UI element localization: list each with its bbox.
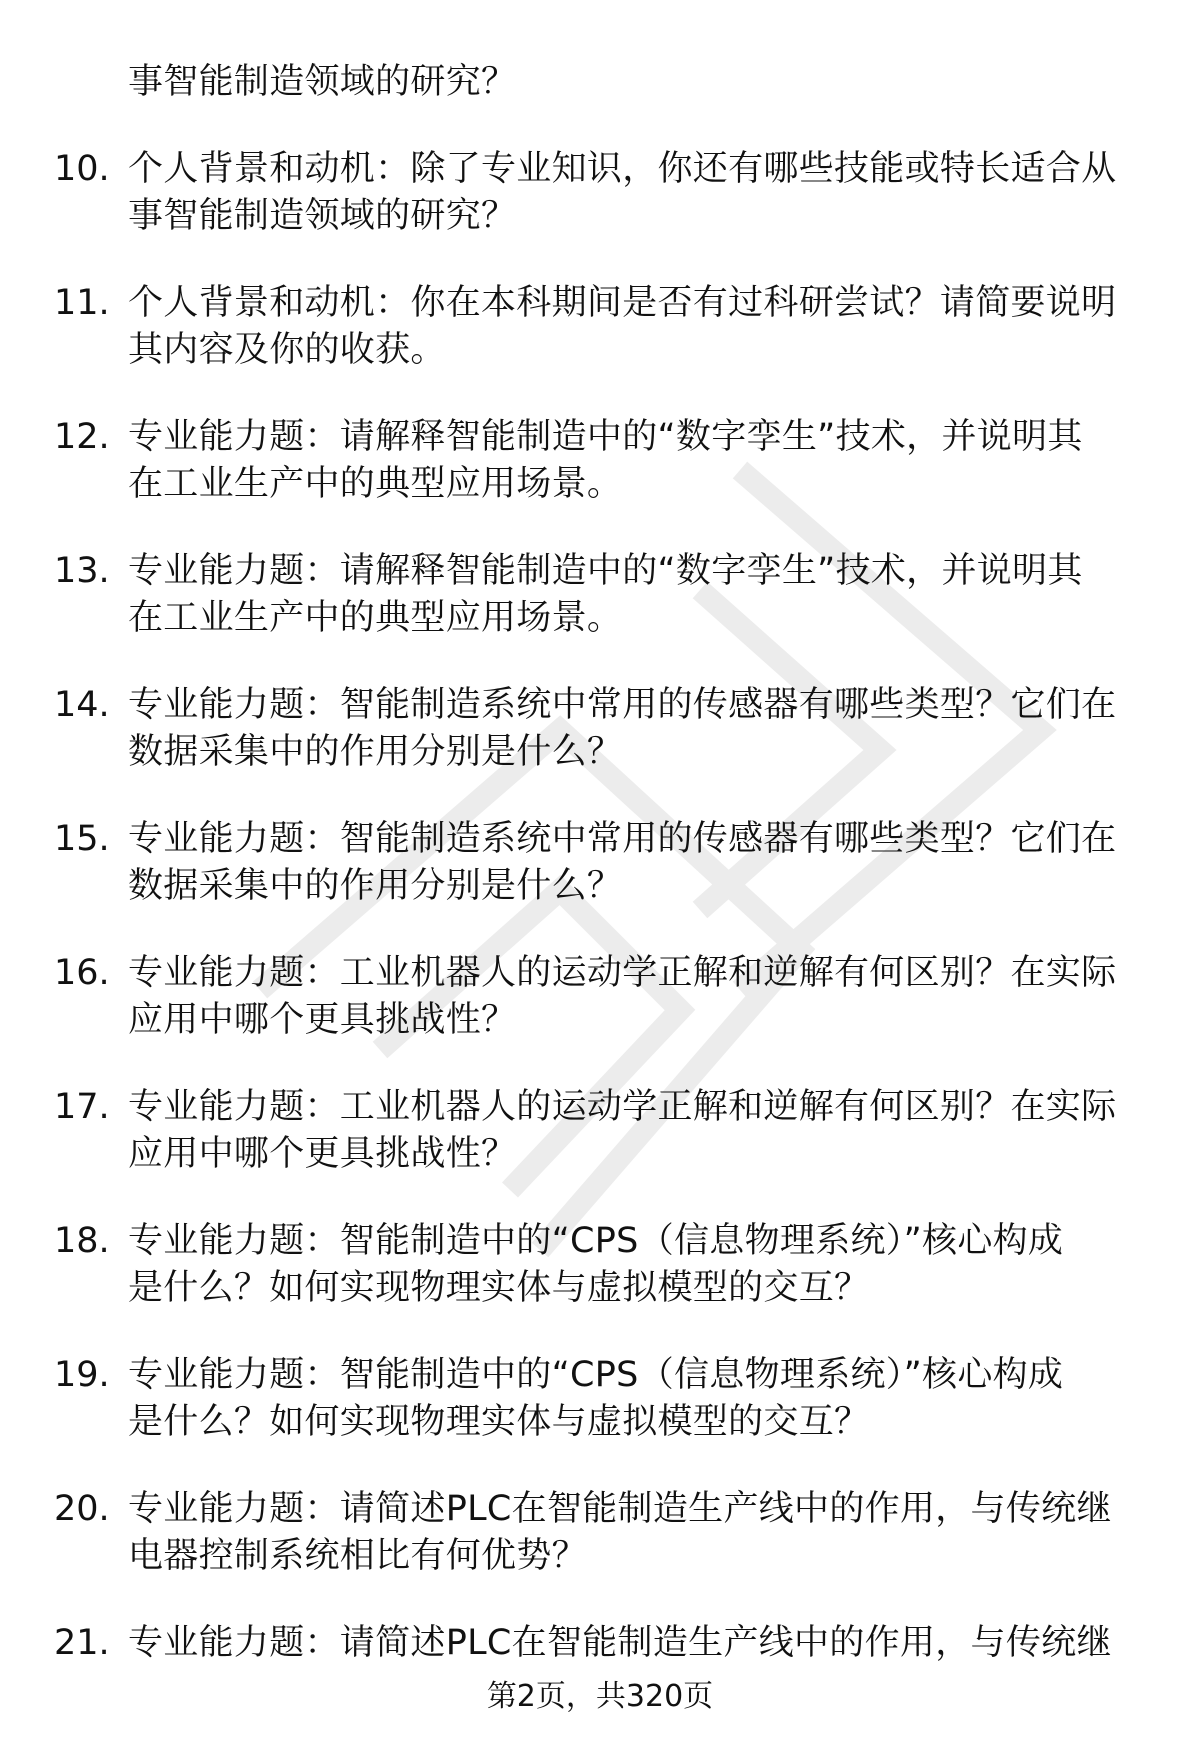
question-item — [0, 1486, 1200, 1580]
question-text — [0, 816, 1200, 910]
question-text — [0, 146, 1200, 240]
question-text — [0, 1084, 1200, 1178]
question-text — [0, 1620, 1200, 1667]
question-line: 专业能力题：工业机器人的运动学正解和逆解有何区别？在实际 — [128, 1087, 1117, 1127]
question-item — [0, 816, 1200, 910]
question-number: 14. — [54, 685, 110, 725]
question-line: 在工业生产中的典型应用场景。 — [128, 598, 623, 638]
question-item — [0, 1352, 1200, 1446]
question-text — [0, 548, 1200, 642]
question-text — [0, 1486, 1200, 1580]
question-number: 13. — [54, 551, 110, 591]
question-number: 20. — [54, 1489, 110, 1529]
question-line: 数据采集中的作用分别是什么？ — [128, 866, 623, 906]
question-line: 应用中哪个更具挑战性？ — [128, 1000, 517, 1040]
question-list — [0, 59, 1200, 1667]
question-line: 在工业生产中的典型应用场景。 — [128, 464, 623, 504]
question-line: 应用中哪个更具挑战性？ — [128, 1134, 517, 1174]
question-item — [0, 1218, 1200, 1312]
question-line: 是什么？如何实现物理实体与虚拟模型的交互？ — [128, 1268, 870, 1308]
question-line: 其内容及你的收获。 — [128, 330, 446, 370]
question-text — [0, 1352, 1200, 1446]
continued-question-text: 事智能制造领域的研究？ — [128, 62, 517, 102]
question-item — [0, 280, 1200, 374]
question-item — [0, 1620, 1200, 1667]
question-number: 12. — [54, 417, 110, 457]
question-line: 专业能力题：请解释智能制造中的“数字孪生”技术，并说明其 — [128, 551, 1083, 591]
question-item — [0, 682, 1200, 776]
question-line: 专业能力题：智能制造中的“CPS（信息物理系统）”核心构成 — [128, 1221, 1064, 1261]
question-number: 15. — [54, 819, 110, 859]
question-number: 21. — [54, 1623, 110, 1663]
question-line: 专业能力题：智能制造中的“CPS（信息物理系统）”核心构成 — [128, 1355, 1064, 1395]
question-line: 是什么？如何实现物理实体与虚拟模型的交互？ — [128, 1402, 870, 1442]
question-text — [0, 280, 1200, 374]
question-item — [0, 548, 1200, 642]
question-line: 专业能力题：工业机器人的运动学正解和逆解有何区别？在实际 — [128, 953, 1117, 993]
question-line: 专业能力题：请简述PLC在智能制造生产线中的作用，与传统继 — [128, 1623, 1112, 1663]
question-line: 数据采集中的作用分别是什么？ — [128, 732, 623, 772]
question-line: 个人背景和动机：你在本科期间是否有过科研尝试？请简要说明 — [128, 283, 1117, 323]
question-number: 17. — [54, 1087, 110, 1127]
question-number: 10. — [54, 149, 110, 189]
question-item — [0, 146, 1200, 240]
question-number: 11. — [54, 283, 110, 323]
question-number: 18. — [54, 1221, 110, 1261]
question-line: 专业能力题：请简述PLC在智能制造生产线中的作用，与传统继 — [128, 1489, 1112, 1529]
question-text — [0, 682, 1200, 776]
question-text — [0, 414, 1200, 508]
page-footer: 第2页，共320页 — [486, 1679, 714, 1714]
question-line: 事智能制造领域的研究？ — [128, 196, 517, 236]
question-line: 电器控制系统相比有何优势？ — [128, 1536, 587, 1576]
question-line: 专业能力题：智能制造系统中常用的传感器有哪些类型？它们在 — [128, 685, 1117, 725]
question-item — [0, 1084, 1200, 1178]
question-number: 16. — [54, 953, 110, 993]
question-line: 个人背景和动机：除了专业知识，你还有哪些技能或特长适合从 — [128, 149, 1117, 189]
question-text — [0, 1218, 1200, 1312]
question-line: 专业能力题：智能制造系统中常用的传感器有哪些类型？它们在 — [128, 819, 1117, 859]
question-line: 专业能力题：请解释智能制造中的“数字孪生”技术，并说明其 — [128, 417, 1083, 457]
question-number: 19. — [54, 1355, 110, 1395]
question-text — [0, 950, 1200, 1044]
question-item — [0, 414, 1200, 508]
question-item — [0, 950, 1200, 1044]
